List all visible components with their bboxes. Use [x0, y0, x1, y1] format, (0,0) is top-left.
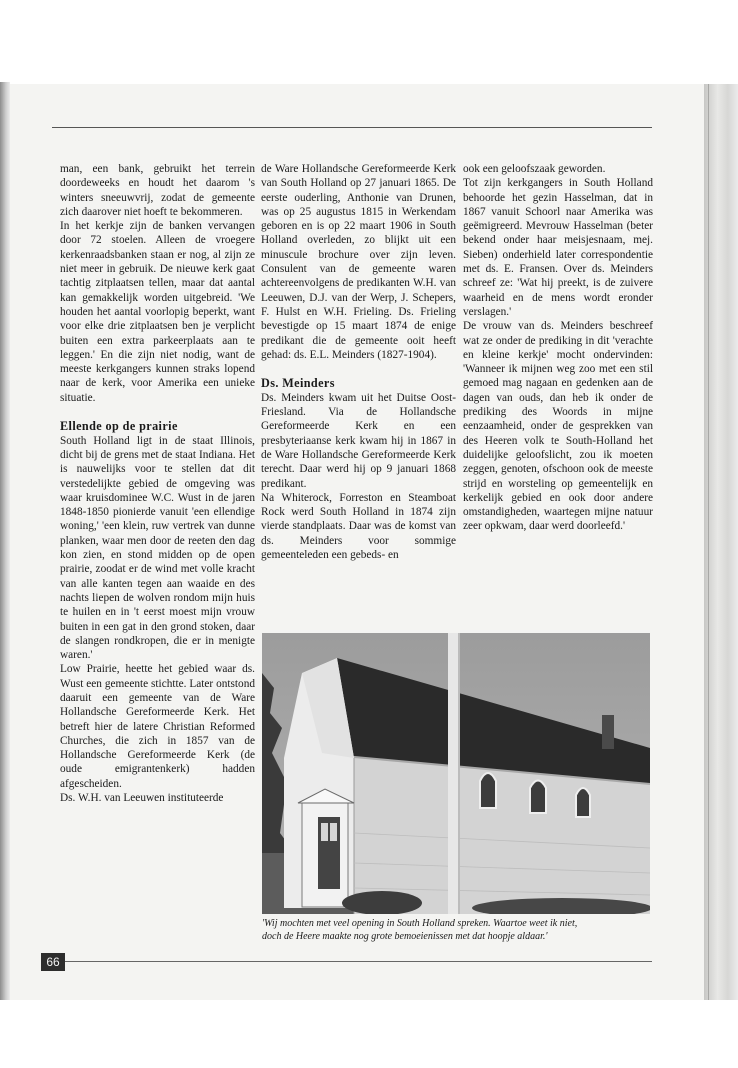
photo-caption: [262, 918, 654, 943]
paragraph: man, een bank, gebruikt het terrein doordeweeks en houdt het daarom 's winters sneeuwvrij, zodat de gemeente zich daarover niet hoeft te bekommeren.: [60, 163, 255, 218]
bottom-rule: [65, 961, 652, 962]
page-number: 66: [41, 953, 65, 971]
section-heading: Ds. Meinders: [261, 376, 335, 391]
paragraph: Ds. Meinders kwam uit het Duitse Oost-Friesland. Via de Hollandsche Gereformeerde Kerk en een presbyteriaanse kerk kwam hij in 1867 in de Ware Hollandsche Gereformeerde Kerk terecht. Daar werd hij op 9 januari 1868 predikant.: [261, 391, 456, 490]
paragraph: de Ware Hollandsche Gereformeerde Kerk van South Holland op 27 januari 1865. De eerste ouderling, Anthonie van Drunen, was op 25 augustus 1815 in Werkendam geboren en is op 22 maart 1906 in South Holland overleden, zo blijkt uit een minuscule brochure over zijn leven. Consulent van de gemeente waren achtereenvolgens de predikanten W.H. van Leeuwen, D.J. van der Werp, J. Schepers, F. Hulst en W.H. Frieling. Ds. Frieling bevestigde op 15 maart 1874 de enige predikant die de gemeente ooit heeft gehad: ds. E.L. Meinders (1827-1904).: [261, 163, 456, 361]
church-photo: [262, 633, 650, 914]
paragraph: Na Whiterock, Forreston en Steamboat Rock werd South Holland in 1874 zijn vierde standplaats. Daar was de komst van ds. Meinders voor sommige gemeenteleden een gebeds- en: [261, 491, 456, 562]
church-illustration: [262, 633, 650, 914]
next-page-edge: [704, 84, 738, 1000]
spacer: [261, 362, 456, 376]
paragraph: Ds. W.H. van Leeuwen instituteerde: [60, 792, 224, 805]
paragraph: De vrouw van ds. Meinders beschreef wat ze onder de prediking in dit 'verachte en kleine kerkje' mocht ondervinden: 'Wanneer ik mijnen weg zoo met een stil gemoed mag nagaan en gedenken aan de dagen van ouds, dan heb ik onder de prediking des Woords in mijne eenzaamheid, onder de gesprekken van des Heeren volk te South-Holland het duidelijke geloofslicht, zou ik moeten zeggen, genoten, ofschoon ook de meeste strijd en worsteling op gemeentelijk en kerkelijk gebied en ook door andere omstandigheden, waartegen mijne natuur zeer opkwam, daar werd doorleefd.': [463, 320, 653, 533]
text-column-1: [60, 162, 255, 805]
caption-line: doch de Heere maakte nog grote bemoeienissen met dat hoopje aldaar.': [262, 930, 548, 942]
paragraph: Low Prairie, heette het gebied waar ds. Wust een gemeente stichtte. Later ontstond daaruit een gemeente van de Ware Hollandsche Gereformeerde Kerk. Het betreft hier de latere Christian Reformed Churches, die zich in 1857 van de Hollandsche Gereformeerde Kerk (de oude emigrantenkerk) hadden afgescheiden.: [60, 663, 255, 790]
paragraph: South Holland ligt in de staat Illinois, dicht bij de grens met de staat Indiana. Het is nauwelijks voor te stellen dat dit verstedelijkte gebied de omgeving was waar kruisdominee W.C. Wust in de jaren 1848-1850 pionierde vanuit 'een ellendige woning,' 'een klein, ruw vertrek van dunne planken, waar men door de reeten den dag kon zien, en stond midden op de open prairie, zoodat er de wind met volle kracht van alle kanten tegen aan waaide en des nachts liepen de wolven rondom mijn huis te huilen en in 't eerst moest mijn vrouw buiten in een gat in den grond stoken, daar de slangen rondkropen, die er in menigte waren.': [60, 434, 255, 662]
caption-line: 'Wij mochten met veel opening in South Holland spreken. Waartoe weet ik niet,: [262, 918, 578, 929]
text-column-3: [463, 162, 653, 534]
top-rule: [52, 127, 652, 128]
paragraph: In het kerkje zijn de banken vervangen door 72 stoelen. Alleen de vroegere kerkenraadsbanken staan er nog, al zijn ze niet meer in gebruik. De nieuwe kerk gaat tachtig zitplaatsen tellen, maar dat aantal kan gemakkelijk worden uitgebreid. 'We houden het aantal voorlopig beperkt, want voor elke drie zitplaatsen ben je verplicht buiten een extra parkeerplaats aan te leggen.' En die zijn niet nodig, want de meeste kerkgangers kunnen straks lopend naar de kerk, voor Amerika een unieke situatie.: [60, 220, 255, 404]
section-heading: Ellende op de prairie: [60, 419, 178, 434]
paragraph: Tot zijn kerkgangers in South Holland behoorde het gezin Hasselman, dat in 1867 vanuit Schoorl naar Amerika was geëmigreerd. Mevrouw Hasselman (beter bekend onder haar meisjesnaam, mej. Sieben) onderhield later correspondentie met ds. E. Fransen. Over ds. Meinders schreef ze: 'Wat hij preekt, is de zuivere waarheid en de mens wordt eronder verslagen.': [463, 177, 653, 318]
page-gutter-shadow: [0, 82, 10, 1000]
paragraph: ook een geloofszaak geworden.: [463, 163, 606, 175]
text-column-2: [261, 162, 456, 562]
spacer: [60, 405, 255, 419]
